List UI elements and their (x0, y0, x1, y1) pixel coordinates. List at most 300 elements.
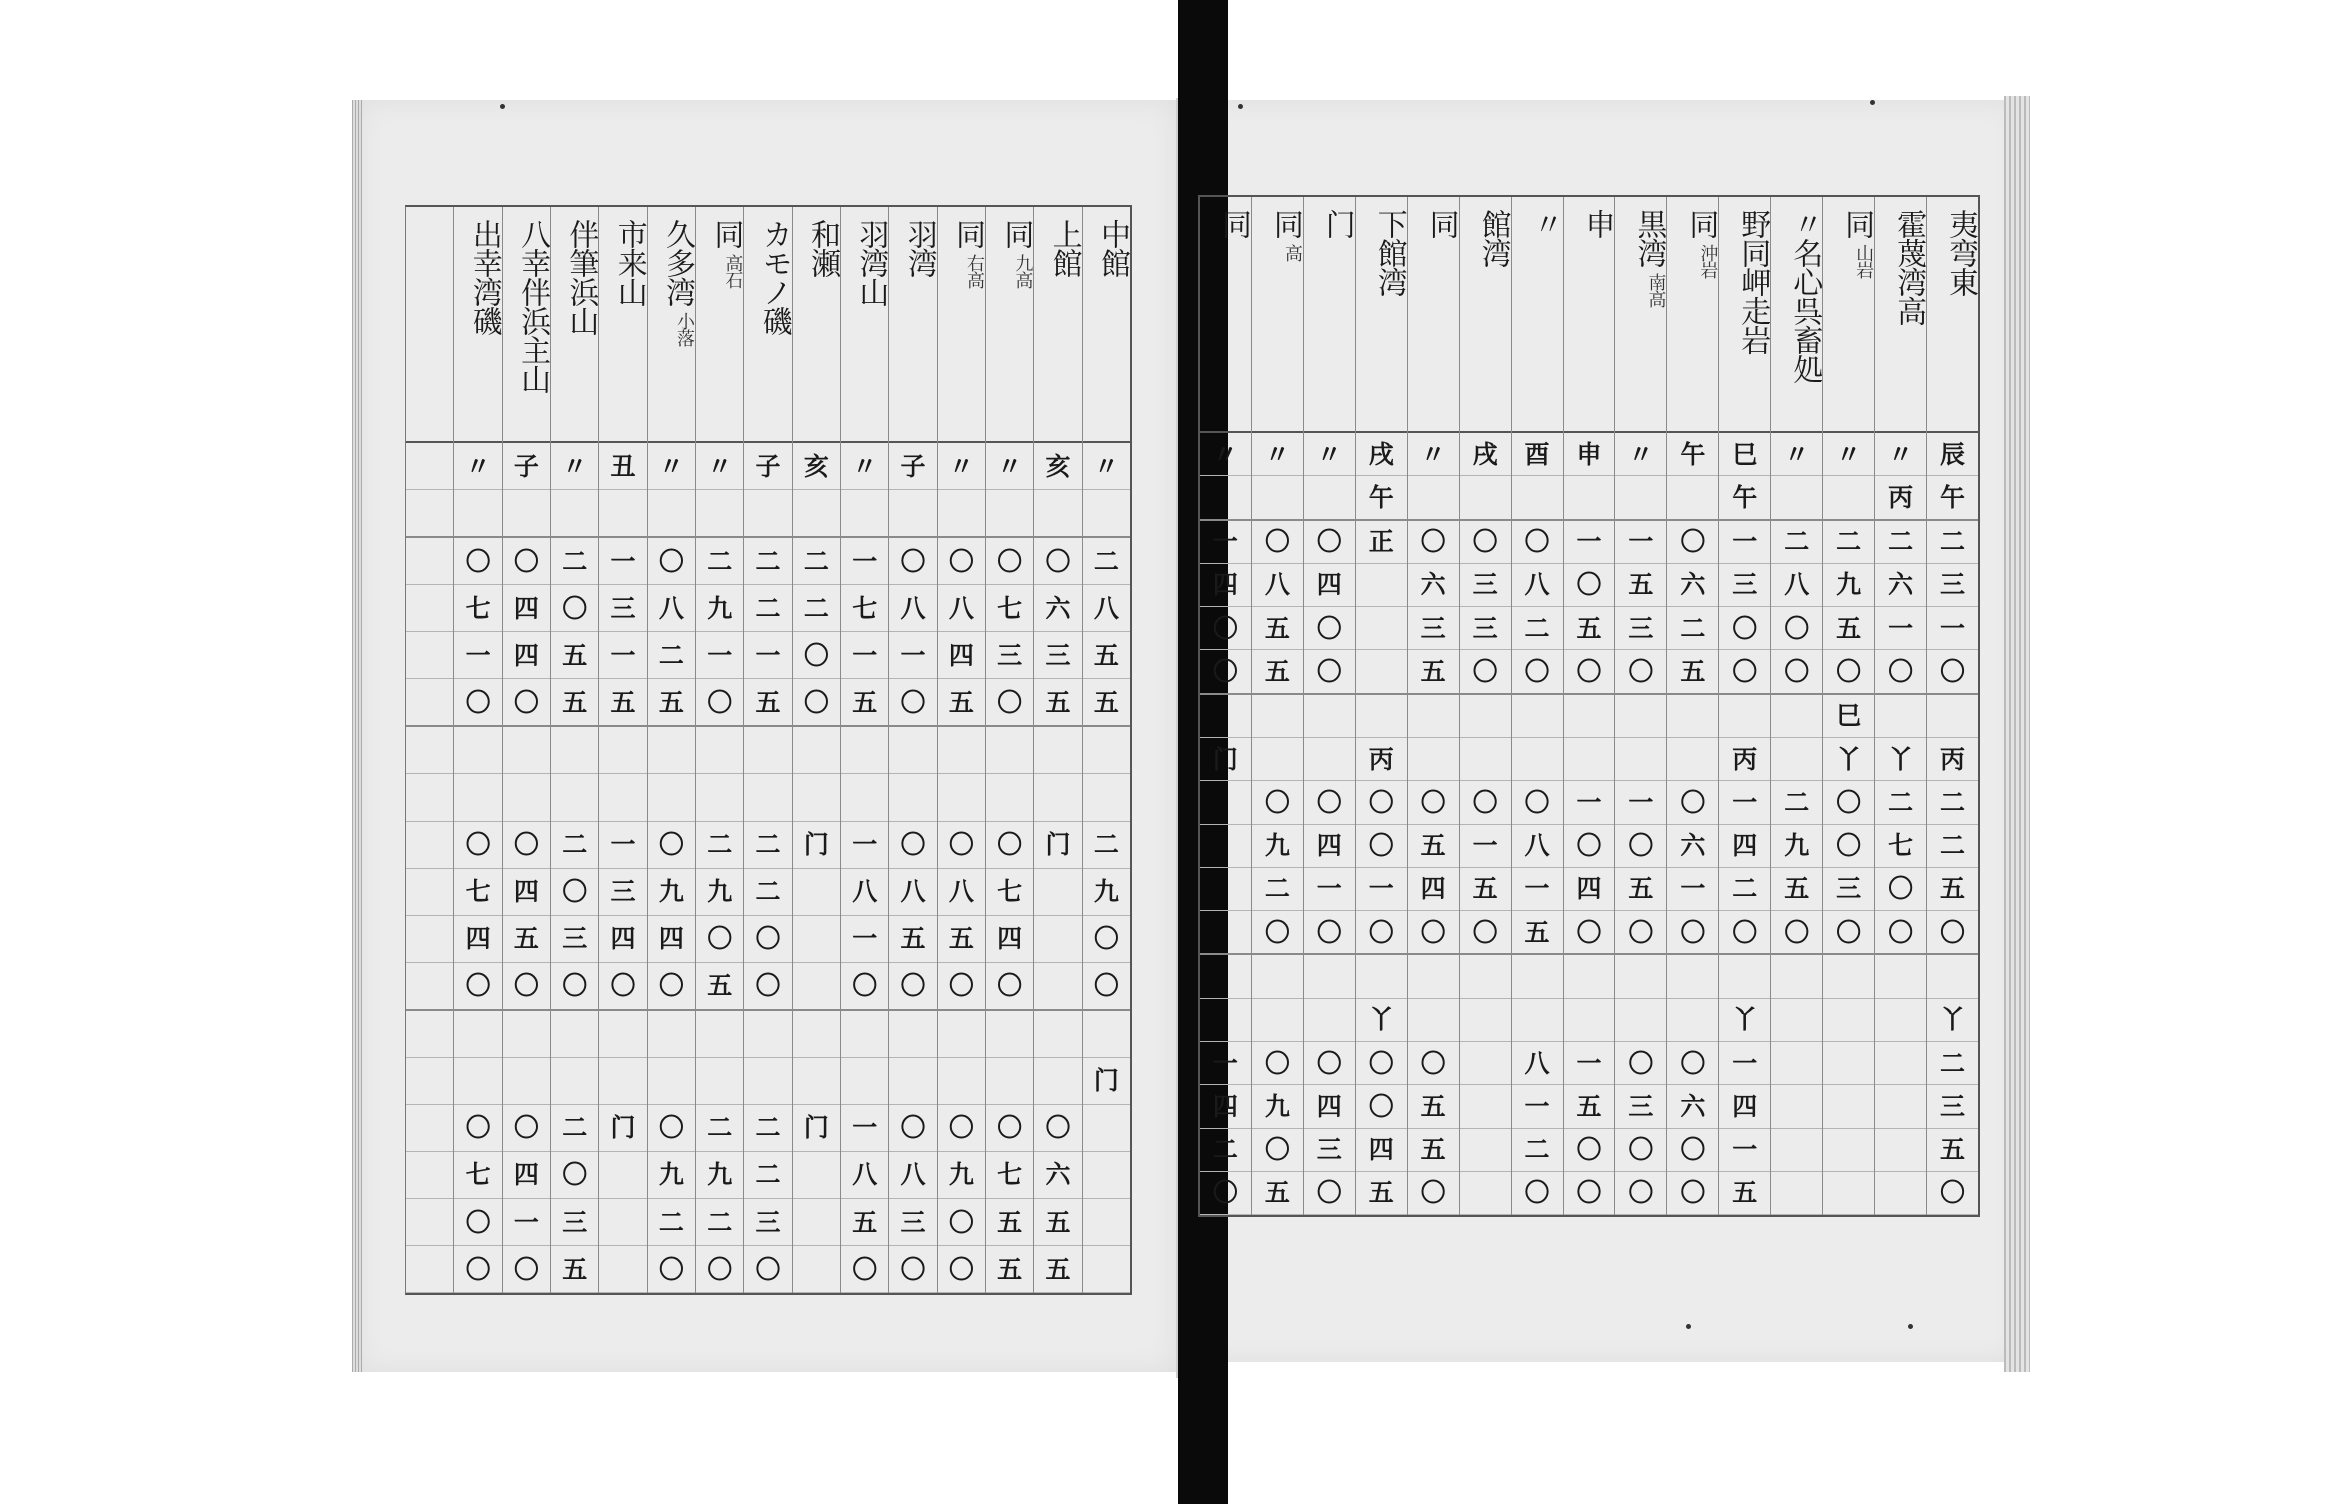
table-cell (1512, 738, 1563, 781)
table-cell (599, 1246, 646, 1293)
station-header (696, 207, 743, 443)
table-cell: 三 (1615, 1085, 1666, 1128)
table-column (1511, 197, 1563, 1215)
table-cell: 〇 (1564, 1129, 1615, 1172)
table-cell (938, 774, 985, 821)
table-cell (454, 1011, 501, 1058)
table-cell (1615, 738, 1666, 781)
table-cell (696, 727, 743, 774)
table-cell: 八 (938, 869, 985, 916)
table-cell: 一 (1719, 781, 1770, 824)
station-name: 野同岬走岩 (1735, 209, 1771, 354)
table-cell: 门 (1034, 822, 1081, 869)
station-note: 南高 (1645, 273, 1667, 307)
table-cell: 〇 (841, 963, 888, 1011)
table-cell (1200, 868, 1251, 911)
table-column (1718, 197, 1770, 1215)
table-cell (406, 632, 453, 679)
table-cell (1034, 963, 1081, 1011)
table-cell (406, 538, 453, 585)
table-cell: 〇 (938, 1246, 985, 1293)
table-cell (1408, 955, 1459, 998)
table-cell (793, 1246, 840, 1293)
table-cell: 五 (551, 679, 598, 727)
table-cell: 〇 (986, 822, 1033, 869)
table-column (1407, 197, 1459, 1215)
table-cell: 〇 (889, 1105, 936, 1152)
table-cell: 〇 (1512, 781, 1563, 824)
table-cell (1034, 490, 1081, 538)
table-cell (1356, 695, 1407, 738)
table-cell (1823, 999, 1874, 1042)
table-cell: 二 (1875, 781, 1926, 824)
table-cell: 六 (1034, 1152, 1081, 1199)
table-cell (648, 774, 695, 821)
table-cell (1460, 738, 1511, 781)
table-cell: 〇 (1512, 521, 1563, 564)
table-cell: 四 (648, 916, 695, 963)
table-cell (1034, 916, 1081, 963)
table-cell: 一 (1719, 521, 1770, 564)
table-cell (1564, 738, 1615, 781)
station-header (841, 207, 888, 443)
table-cell: 〇 (1771, 650, 1822, 694)
left-tide-table (405, 205, 1132, 1295)
table-cell: 〇 (1356, 825, 1407, 868)
table-cell: 五 (986, 1246, 1033, 1293)
table-cell (406, 916, 453, 963)
table-cell (841, 727, 888, 774)
table-cell: 八 (889, 1152, 936, 1199)
table-cell: 五 (841, 679, 888, 727)
page-mark (1908, 1324, 1913, 1329)
table-cell: 〇 (696, 1246, 743, 1293)
table-cell: 〇 (454, 1199, 501, 1246)
table-cell (841, 774, 888, 821)
table-cell (938, 1011, 985, 1058)
table-cell (406, 679, 453, 727)
table-cell: 〇 (551, 869, 598, 916)
station-header (1512, 197, 1563, 433)
table-cell (1927, 955, 1978, 998)
table-cell (1252, 695, 1303, 738)
table-cell (599, 774, 646, 821)
table-cell: 〇 (889, 822, 936, 869)
table-cell (1083, 1011, 1130, 1058)
table-cell: 五 (1408, 1085, 1459, 1128)
table-cell (1460, 1172, 1511, 1215)
table-cell: 丑 (599, 443, 646, 490)
table-cell (1252, 999, 1303, 1042)
table-cell (1512, 695, 1563, 738)
table-cell: 〇 (551, 585, 598, 632)
table-cell: 〇 (1200, 1172, 1251, 1215)
table-cell (1083, 1199, 1130, 1246)
table-cell: 一 (1667, 868, 1718, 911)
table-cell: 三 (551, 1199, 598, 1246)
table-cell: 一 (841, 1105, 888, 1152)
table-cell (1875, 695, 1926, 738)
table-cell: 〇 (744, 916, 791, 963)
table-column (550, 207, 598, 1293)
table-cell: 〇 (1408, 911, 1459, 955)
table-cell: 五 (1927, 1129, 1978, 1172)
table-cell: 四 (1304, 1085, 1355, 1128)
table-cell: 〃 (454, 443, 501, 490)
table-cell (406, 585, 453, 632)
table-cell (599, 727, 646, 774)
station-header (1252, 197, 1303, 433)
table-cell: 三 (1927, 564, 1978, 607)
station-name: 上館 (1046, 219, 1082, 277)
table-cell: 三 (1304, 1129, 1355, 1172)
table-cell: 〃 (938, 443, 985, 490)
table-cell (406, 727, 453, 774)
table-cell (696, 490, 743, 538)
table-cell (1034, 774, 1081, 821)
table-cell (1823, 1172, 1874, 1215)
station-header (503, 207, 550, 443)
table-cell: 〇 (1034, 538, 1081, 585)
table-cell (406, 1152, 453, 1199)
table-cell (793, 1011, 840, 1058)
table-cell: 〇 (889, 963, 936, 1011)
table-cell: 二 (1252, 868, 1303, 911)
table-cell: 〇 (793, 632, 840, 679)
table-cell: 五 (1252, 607, 1303, 650)
table-cell (696, 1011, 743, 1058)
table-cell: 二 (648, 1199, 695, 1246)
station-name: カモノ磯 (756, 219, 792, 335)
table-cell (406, 963, 453, 1011)
table-cell (1564, 999, 1615, 1042)
table-column (1614, 197, 1666, 1215)
table-cell: 〇 (454, 1105, 501, 1152)
table-cell (1200, 781, 1251, 824)
table-cell: 〃 (986, 443, 1033, 490)
table-column (743, 207, 791, 1293)
table-cell: 〇 (938, 963, 985, 1011)
table-cell: 八 (889, 869, 936, 916)
station-header (1875, 197, 1926, 433)
table-cell: 一 (1875, 607, 1926, 650)
table-cell: 一 (1304, 868, 1355, 911)
table-cell: 〃 (1875, 433, 1926, 476)
table-cell: 〇 (1304, 521, 1355, 564)
station-header (1408, 197, 1459, 433)
table-cell: 〇 (1356, 781, 1407, 824)
table-cell: 亥 (793, 443, 840, 490)
station-name: 館湾 (1475, 209, 1511, 267)
table-cell: 〇 (889, 679, 936, 727)
table-cell: 五 (1512, 911, 1563, 955)
table-cell: 〇 (1252, 1042, 1303, 1085)
table-cell: 二 (793, 538, 840, 585)
station-header (1615, 197, 1666, 433)
table-cell: 五 (938, 916, 985, 963)
table-cell: 〃 (1304, 433, 1355, 476)
table-cell (889, 490, 936, 538)
table-cell: 一 (599, 538, 646, 585)
table-cell (648, 490, 695, 538)
table-cell (406, 869, 453, 916)
table-cell: 〃 (1771, 433, 1822, 476)
table-cell (1200, 825, 1251, 868)
table-cell: 四 (938, 632, 985, 679)
station-name: 下館湾 (1371, 209, 1407, 296)
table-cell: 五 (1083, 632, 1130, 679)
table-cell (599, 1011, 646, 1058)
table-column (647, 207, 695, 1293)
table-column (1459, 197, 1511, 1215)
table-cell: 〃 (1200, 433, 1251, 476)
table-cell: 七 (454, 585, 501, 632)
table-cell: 四 (503, 632, 550, 679)
station-header (1927, 197, 1978, 433)
station-note: 高石 (722, 254, 744, 288)
table-cell: 〇 (1564, 564, 1615, 607)
table-cell: 〇 (648, 1246, 695, 1293)
table-cell: 二 (1512, 1129, 1563, 1172)
table-cell: 一 (889, 632, 936, 679)
station-name: 同 (1215, 209, 1251, 238)
table-cell: 一 (1564, 781, 1615, 824)
table-cell: 〃 (1615, 433, 1666, 476)
table-cell: 〇 (454, 1246, 501, 1293)
table-cell: 三 (599, 869, 646, 916)
table-cell (1252, 738, 1303, 781)
table-cell: 丫 (1875, 738, 1926, 781)
table-cell: 辰 (1927, 433, 1978, 476)
table-cell (1200, 695, 1251, 738)
table-cell: 子 (503, 443, 550, 490)
table-cell (1512, 999, 1563, 1042)
station-note: 山岩 (1853, 244, 1875, 278)
table-column (1251, 197, 1303, 1215)
table-cell: 九 (1252, 1085, 1303, 1128)
station-note: 小落 (674, 312, 696, 346)
station-name: 霍蔑湾高 (1891, 209, 1927, 325)
table-cell: 〇 (1356, 911, 1407, 955)
table-cell (1200, 911, 1251, 955)
station-name: 同 (1267, 209, 1303, 238)
station-note: 九高 (1012, 254, 1034, 288)
table-cell (1564, 695, 1615, 738)
table-cell (1667, 999, 1718, 1042)
table-cell (1823, 1042, 1874, 1085)
table-cell: 门 (793, 1105, 840, 1152)
table-cell (744, 774, 791, 821)
table-column (502, 207, 550, 1293)
table-cell (1460, 1129, 1511, 1172)
table-cell: 九 (696, 869, 743, 916)
table-cell: 一 (1512, 868, 1563, 911)
table-cell: 〇 (1304, 1042, 1355, 1085)
table-cell (1875, 999, 1926, 1042)
table-cell: 八 (841, 869, 888, 916)
table-cell: 二 (1927, 1042, 1978, 1085)
table-cell: 〇 (599, 963, 646, 1011)
station-name: 羽湾山 (853, 219, 889, 306)
table-cell: 九 (696, 585, 743, 632)
table-cell: 五 (1615, 564, 1666, 607)
table-cell: 六 (1875, 564, 1926, 607)
table-cell: 二 (1083, 538, 1130, 585)
table-cell: 〇 (1771, 607, 1822, 650)
table-cell: 亥 (1034, 443, 1081, 490)
table-cell (793, 916, 840, 963)
table-cell: 巳 (1823, 695, 1874, 738)
table-cell: 〇 (938, 538, 985, 585)
table-cell: 丙 (1927, 738, 1978, 781)
table-cell (1200, 955, 1251, 998)
table-cell (648, 1058, 695, 1105)
table-cell (1564, 955, 1615, 998)
table-cell: 〇 (1927, 1172, 1978, 1215)
station-name: 同 (950, 219, 986, 248)
table-cell: 二 (744, 822, 791, 869)
table-cell: 一 (841, 538, 888, 585)
table-cell: 〇 (1460, 911, 1511, 955)
table-cell: 四 (1200, 1085, 1251, 1128)
table-cell (744, 1058, 791, 1105)
table-cell (1615, 695, 1666, 738)
table-cell: 〇 (1564, 650, 1615, 694)
table-column (453, 207, 501, 1293)
page-mark (500, 104, 505, 109)
station-header (1823, 197, 1874, 433)
station-header (986, 207, 1033, 443)
table-column (1563, 197, 1615, 1215)
table-cell: 四 (1719, 825, 1770, 868)
table-cell: 八 (1252, 564, 1303, 607)
table-cell: 〇 (744, 1246, 791, 1293)
table-cell: 三 (1615, 607, 1666, 650)
table-cell: 〇 (1564, 911, 1615, 955)
table-cell (1667, 695, 1718, 738)
table-cell (1356, 955, 1407, 998)
table-cell (1823, 955, 1874, 998)
table-cell: 〇 (744, 963, 791, 1011)
table-cell (1719, 695, 1770, 738)
station-header (551, 207, 598, 443)
table-cell: 戌 (1356, 433, 1407, 476)
table-cell: 〇 (986, 1105, 1033, 1152)
table-cell: 五 (1034, 1246, 1081, 1293)
table-cell (938, 490, 985, 538)
table-cell: 五 (1564, 1085, 1615, 1128)
table-cell: 一 (1356, 868, 1407, 911)
station-header (1356, 197, 1407, 433)
table-cell (986, 727, 1033, 774)
table-column (1200, 197, 1251, 1215)
station-name: 黒湾 (1631, 209, 1667, 267)
table-cell (1083, 490, 1130, 538)
table-cell (454, 1058, 501, 1105)
table-cell (793, 727, 840, 774)
table-cell: 〇 (503, 1246, 550, 1293)
table-cell: 三 (889, 1199, 936, 1246)
table-cell: 五 (986, 1199, 1033, 1246)
table-cell: 〇 (1771, 911, 1822, 955)
table-cell: 九 (696, 1152, 743, 1199)
table-cell: 一 (1719, 1042, 1770, 1085)
table-cell: 八 (1512, 825, 1563, 868)
table-cell: 九 (1083, 869, 1130, 916)
table-cell: 七 (454, 869, 501, 916)
table-cell: 〇 (1927, 911, 1978, 955)
table-cell: 一 (454, 632, 501, 679)
table-cell (454, 774, 501, 821)
table-cell (1460, 695, 1511, 738)
table-cell (406, 822, 453, 869)
table-cell: 丫 (1356, 999, 1407, 1042)
table-cell: 六 (1034, 585, 1081, 632)
table-cell: 九 (648, 869, 695, 916)
station-header (938, 207, 985, 443)
table-cell: 申 (1564, 433, 1615, 476)
table-cell: 一 (1615, 521, 1666, 564)
table-cell: 五 (1252, 1172, 1303, 1215)
table-cell (1771, 1172, 1822, 1215)
table-cell: 五 (1460, 868, 1511, 911)
table-cell: 丙 (1875, 476, 1926, 520)
table-cell: 〇 (1252, 781, 1303, 824)
table-cell (793, 774, 840, 821)
table-cell: 一 (503, 1199, 550, 1246)
table-cell: 八 (648, 585, 695, 632)
table-cell: 〇 (1719, 911, 1770, 955)
table-cell: 〃 (1408, 433, 1459, 476)
table-cell: 〇 (1200, 650, 1251, 694)
page-mark (1870, 100, 1875, 105)
table-cell: 二 (1875, 521, 1926, 564)
table-cell (1667, 476, 1718, 520)
table-cell (503, 774, 550, 821)
table-cell: 五 (1408, 1129, 1459, 1172)
table-cell (1719, 955, 1770, 998)
table-cell: 〇 (503, 822, 550, 869)
table-cell: 二 (1927, 521, 1978, 564)
table-cell: 八 (1512, 1042, 1563, 1085)
table-cell: 〇 (1823, 911, 1874, 955)
table-cell: 二 (744, 1152, 791, 1199)
table-cell: 三 (986, 632, 1033, 679)
station-header (889, 207, 936, 443)
table-cell (1875, 955, 1926, 998)
table-cell (841, 1058, 888, 1105)
right-page-edge (2004, 96, 2030, 1372)
table-cell: 七 (841, 585, 888, 632)
table-cell (1771, 1129, 1822, 1172)
table-column (1822, 197, 1874, 1215)
table-cell (1823, 476, 1874, 520)
table-cell: 五 (648, 679, 695, 727)
table-cell: 〇 (648, 822, 695, 869)
table-cell (1034, 727, 1081, 774)
table-cell (1083, 1105, 1130, 1152)
table-cell: 子 (744, 443, 791, 490)
table-cell (1823, 1129, 1874, 1172)
table-cell (406, 443, 453, 490)
table-cell: 八 (1771, 564, 1822, 607)
table-cell: 五 (1083, 679, 1130, 727)
table-column (888, 207, 936, 1293)
table-cell: 〇 (938, 1199, 985, 1246)
table-cell: 五 (1667, 650, 1718, 694)
table-cell: 〇 (1408, 1172, 1459, 1215)
table-column (792, 207, 840, 1293)
